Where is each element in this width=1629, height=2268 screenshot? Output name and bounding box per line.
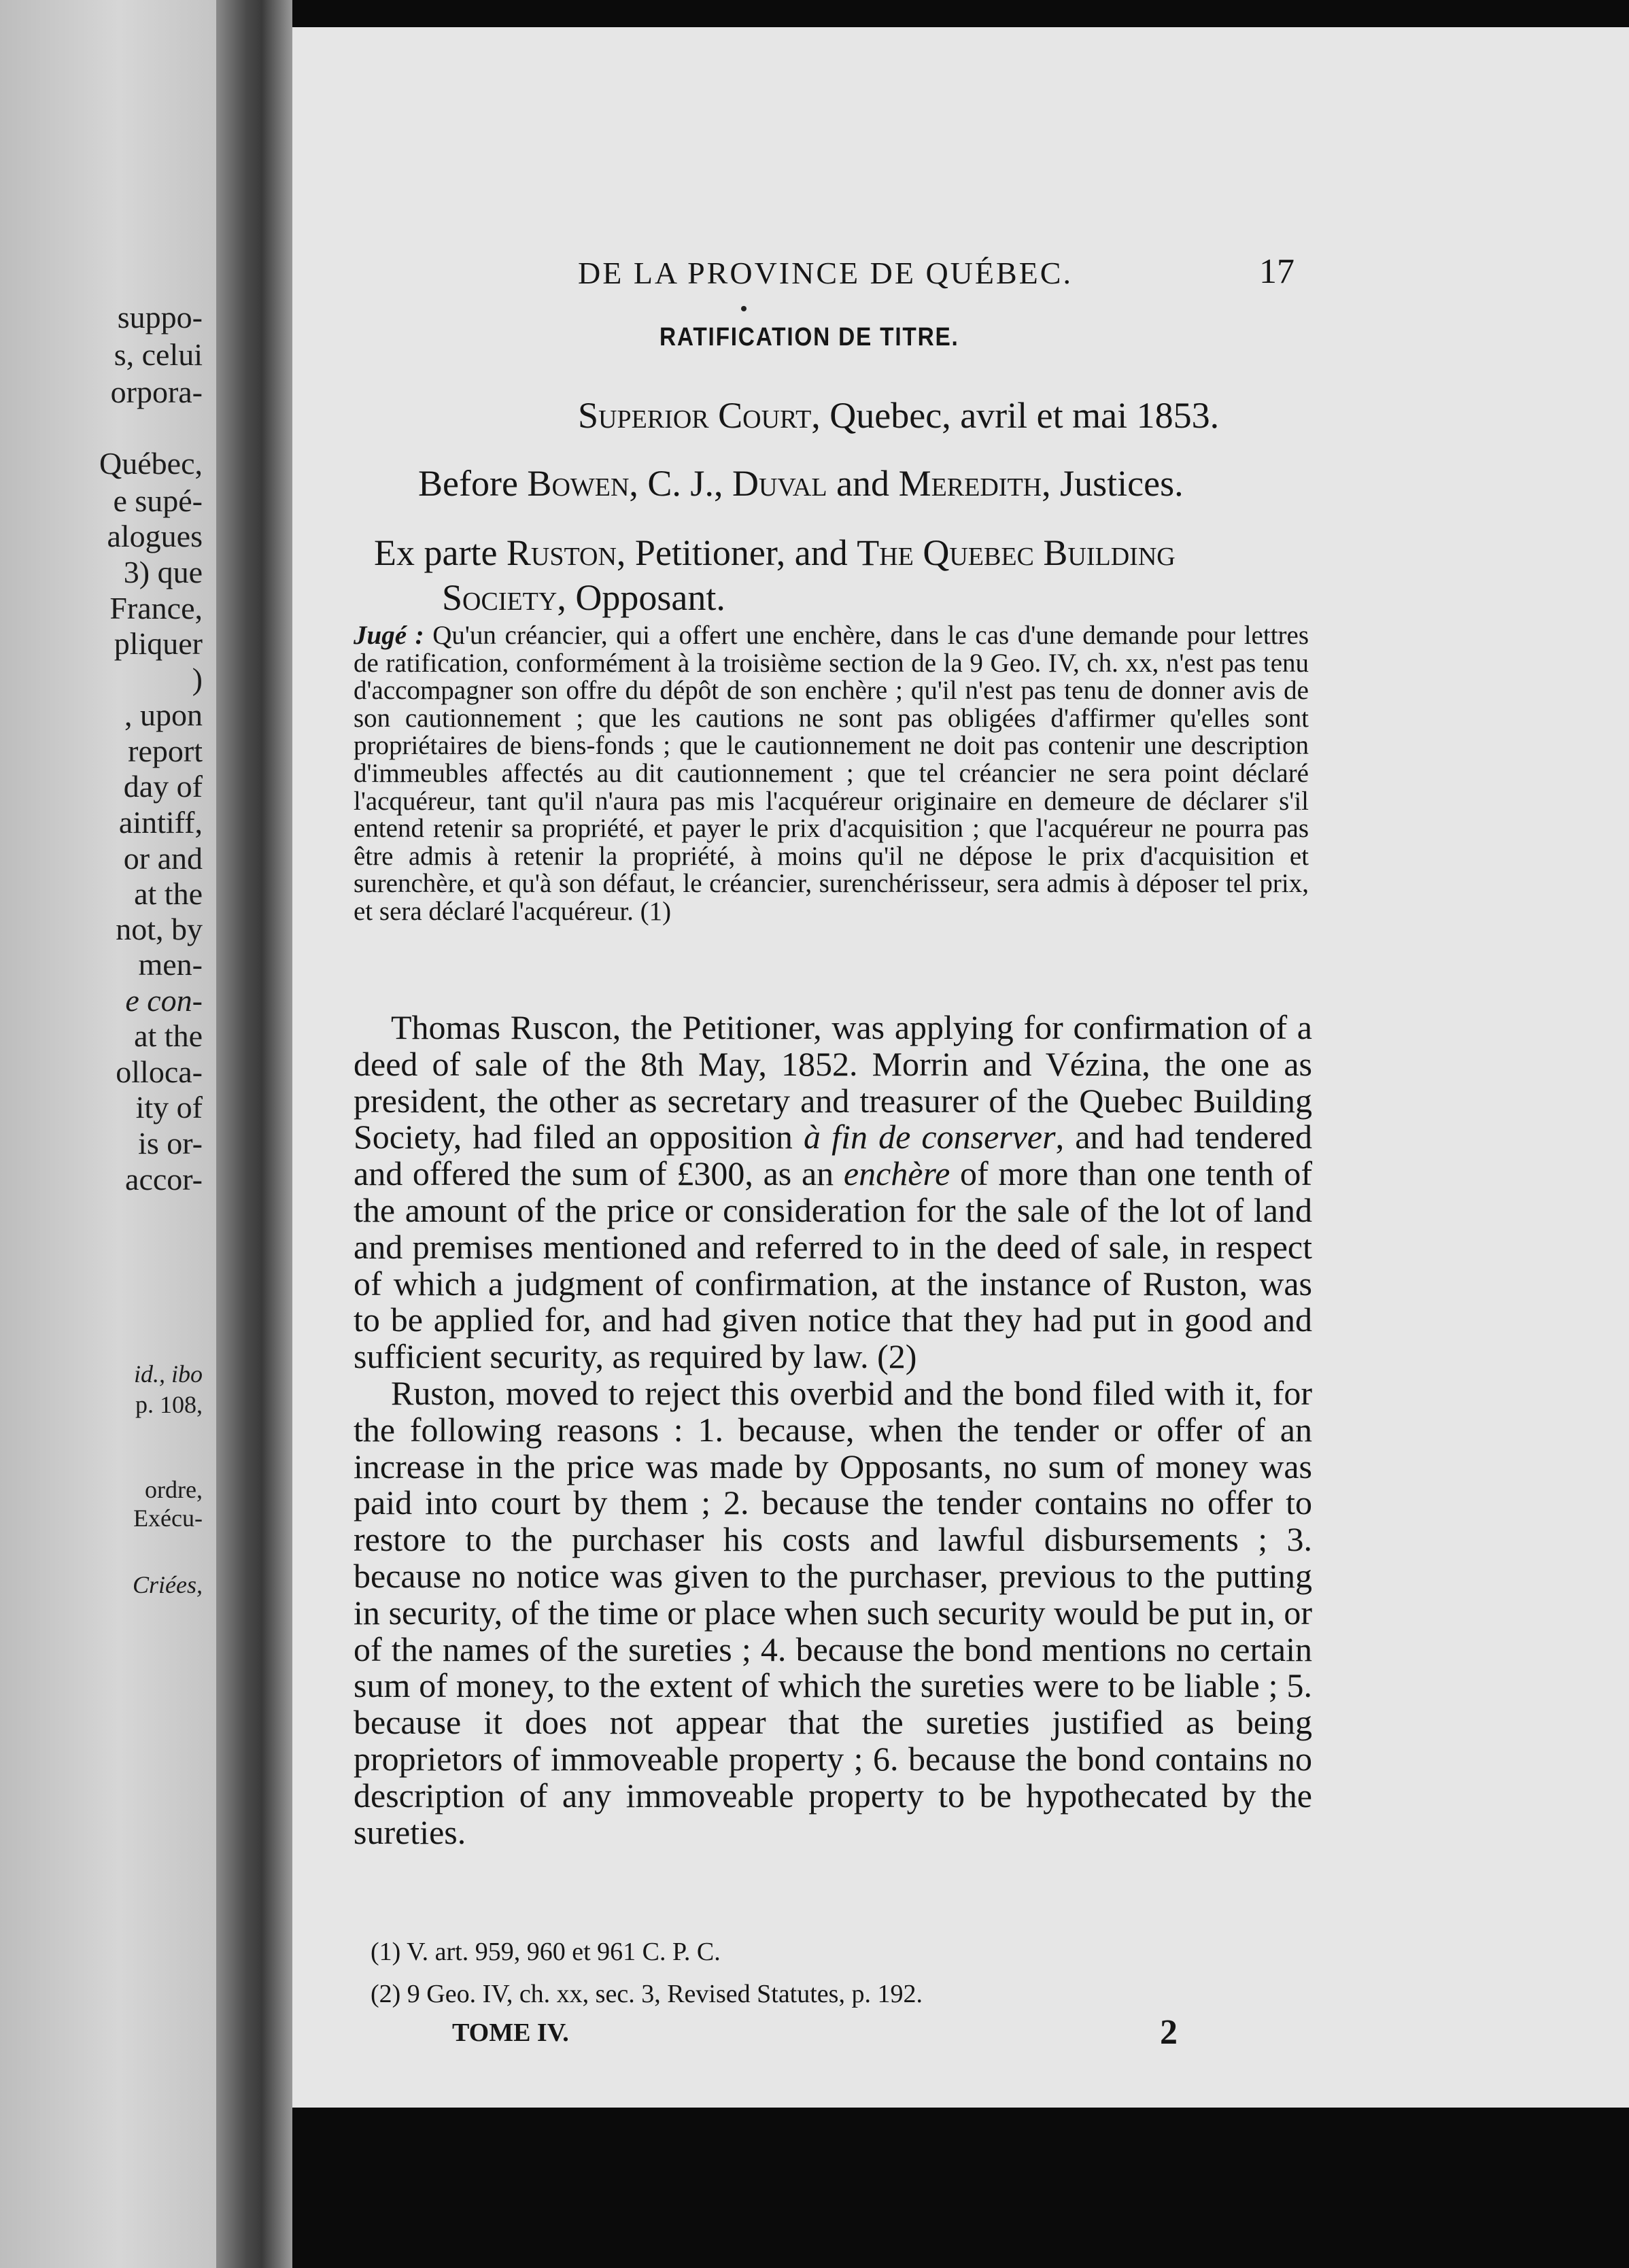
facing-footnote-line: ordre, — [145, 1476, 203, 1503]
judges-before: Before — [418, 463, 528, 504]
facing-text-line: orpora- — [110, 375, 203, 409]
paragraph-2: Ruston, moved to reject this overbid and the bond filed with it, for the following reasons : 1. because, when the tender or offer of an increase in the price was made by Opposants, no sum of money was paid into court by them ; 2. because the tender contains no offer to restore to the purchaser his costs and lawful disbursements ; 3. because no notice was given to the purchaser, previous to the putting in security, of the time or place when such security would be put in, or of the names of the sureties ; 4. because the bond mentions no certain sum of money, to the extent of which the sureties were to be liable ; 5. because it does not appear that the sureties justified as being proprietors of immoveable property ; 6. because the bond contains no description of any immoveable property to be hypothecated by the sureties. — [354, 1373, 1312, 1851]
footnote-2: (2) 9 Geo. IV, ch. xx, sec. 3, Revised Statutes, p. 192. — [371, 1980, 923, 2008]
parties-line-2 — [374, 575, 1380, 620]
judges-end: , Justices. — [1042, 463, 1184, 504]
paragraph-text: , and had tendered and offered the sum of £300, as an — [354, 1118, 1312, 1193]
facing-text-line: alogues — [107, 519, 203, 553]
book-gutter — [216, 0, 292, 2268]
judge-name: Bowen — [527, 463, 630, 504]
parties — [374, 530, 1380, 620]
parties-line-1 — [374, 530, 1380, 575]
facing-text-line: ity of — [135, 1090, 203, 1124]
scan-border — [292, 2108, 1629, 2268]
facing-text-line: s, celui — [114, 337, 203, 372]
petitioner-role: , Petitioner, and — [616, 532, 857, 573]
facing-text-line: is or- — [138, 1126, 203, 1161]
ink-speck — [741, 306, 747, 311]
headnote — [354, 622, 1309, 926]
facing-text-line: ) — [192, 662, 203, 696]
paragraph-text: Thomas Ruscon, the Petitioner, was applying for confirmation of a deed of sale of the 8th May, 1852. Morrin and Vézina, the one as president, the other as secretary and treasurer of the Quebec Building Society, had filed an opposition — [354, 1008, 1312, 1156]
facing-footnote-line: Exécu- — [133, 1505, 203, 1532]
volume-label: TOME IV. — [452, 2018, 569, 2047]
court-name: Superior Court — [578, 395, 812, 436]
judge-name: Duval — [732, 463, 827, 504]
facing-footnote-line: id., ibo — [133, 1360, 203, 1388]
ex-parte: Ex parte — [374, 532, 507, 573]
facing-text-line: men- — [138, 947, 203, 982]
section-title: RATIFICATION DE TITRE. — [659, 323, 959, 351]
book-page — [292, 27, 1629, 2108]
footnote-1: (1) V. art. 959, 960 et 961 C. P. C. — [371, 1938, 721, 1966]
italic-term: à fin de conserver — [804, 1118, 1056, 1156]
italic-term: enchère — [843, 1154, 950, 1193]
facing-text-line: at the — [134, 1018, 203, 1053]
facing-text-line: aintiff, — [118, 805, 203, 840]
judges-line — [418, 462, 1184, 504]
facing-page-fragment — [0, 0, 216, 2268]
paragraph-1 — [354, 1010, 1312, 1375]
facing-text-line: e con- — [125, 983, 203, 1018]
facing-text-line: report — [128, 734, 203, 768]
opposant-role: , Opposant. — [557, 577, 725, 618]
facing-text-line: Québec, — [99, 446, 203, 481]
headnote-label: Jugé : — [354, 621, 424, 650]
facing-text-line: day of — [123, 769, 203, 804]
facing-text-line: France, — [109, 591, 203, 625]
paragraph-text: of more than one tenth of the amount of the price or consideration for the sale of the lot of land and premises mentioned and referred to in the deed of sale, in respect of which a judgment of confirmation, at the instance of Ruston, was to be applied for, and had given notice that they had put in good and sufficient security, as required by law. (2) — [354, 1154, 1312, 1376]
footnotes — [371, 1931, 1322, 2015]
facing-text-line: suppo- — [117, 300, 203, 334]
body-text — [354, 1010, 1312, 1851]
court-line — [578, 394, 1219, 436]
opposant-name-cont: Society — [442, 577, 558, 618]
facing-text-line: pliquer — [114, 626, 203, 661]
facing-text-line: accor- — [125, 1162, 203, 1197]
petitioner-name: Ruston — [506, 532, 617, 573]
running-header: DE LA PROVINCE DE QUÉBEC. — [578, 256, 1073, 290]
headnote-text: Qu'un créancier, qui a offert une enchère, dans le cas d'une demande pour lettres de ratification, conformément à la troisième section de la 9 Geo. IV, ch. xx, n'est pas tenu d'accompagner son offre du dépôt de son enchère ; qu'il n'est pas tenu de donner avis de son cautionnement ; que les cautions ne sont pas obligées d'affirmer qu'elles sont propriétaires de biens-fonds ; que le cautionnement ne doit pas contenir une description d'immeubles affectés au dit cautionnement ; que tel créancier ne sera point déclaré l'acquéreur, tant qu'il n'aura pas mis l'acquéreur originaire en demeure de déclarer s'il entend retenir sa propriété, et payer le prix d'acquisition ; que l'acquéreur ne pourra pas être admis à retenir la propriété, à moins qu'il ne dépose le prix d'acquisition et surenchère, et qu'à son défaut, le créancier, surenchérisseur, sera admis à déposer tel prix, et sera déclaré l'acquéreur. (1) — [354, 621, 1309, 926]
facing-text-line: at the — [134, 876, 203, 911]
facing-footnote-line: p. 108, — [135, 1391, 203, 1418]
opposant-name: The Quebec Building — [857, 532, 1176, 573]
signature-mark: 2 — [1160, 2013, 1178, 2052]
judge-name: Meredith — [898, 463, 1042, 504]
facing-text-line: e supé- — [113, 483, 203, 518]
page-number: 17 — [1259, 252, 1294, 291]
judges-sep: and — [827, 463, 899, 504]
facing-text-line: not, by — [116, 912, 203, 946]
facing-text-line: 3) que — [123, 555, 203, 589]
court-date: , Quebec, avril et mai 1853. — [811, 395, 1220, 436]
facing-footnote-line: Criées, — [133, 1571, 203, 1598]
facing-text-line: , upon — [124, 698, 203, 732]
judges-sep: , C. J., — [629, 463, 732, 504]
facing-text-line: olloca- — [116, 1054, 203, 1089]
facing-text-line: or and — [123, 841, 203, 876]
